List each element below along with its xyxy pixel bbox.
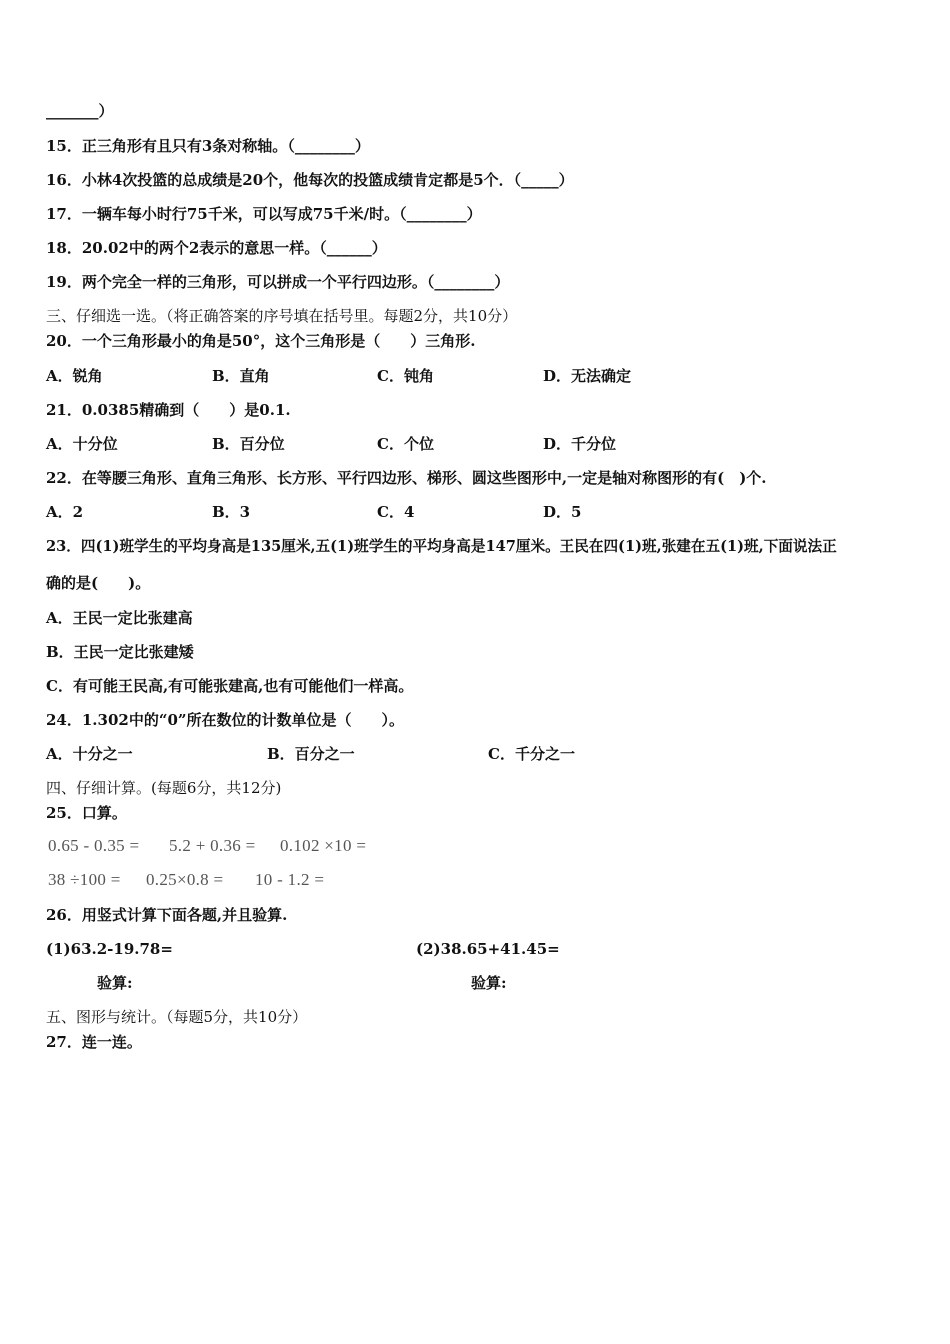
question-21: 21．0.0385精确到（ ）是0.1.	[46, 401, 291, 419]
question-18: 18．20.02中的两个2表示的意思一样。（______）	[46, 239, 387, 257]
question-16: 16．小林4次投篮的总成绩是20个，他每次的投篮成绩肯定都是5个．（_____）	[46, 171, 574, 189]
q22-option-a: A．2	[46, 503, 84, 521]
q26-problem-2: (2)38.65+41.45=	[416, 940, 560, 958]
q22-option-b: B．3	[212, 503, 251, 521]
q22-option-d: D．5	[543, 503, 582, 521]
calc-row2-item2: 0.25×0.8 =	[146, 870, 224, 889]
q21-option-b: B．百分位	[212, 435, 285, 453]
question-17: 17．一辆车每小时行75千米，可以写成75千米/时。（________）	[46, 205, 482, 223]
section-3-heading: 三、仔细选一选。（将正确答案的序号填在括号里。每题2分，共10分）	[46, 307, 518, 325]
section-4-heading: 四、仔细计算。(每题6分，共12分)	[46, 779, 282, 797]
calc-row1-item3: 0.102 ×10 =	[280, 836, 367, 855]
calc-row1-item2: 5.2 + 0.36 =	[169, 836, 256, 855]
q24-option-a: A．十分之一	[46, 745, 133, 763]
question-27: 27．连一连。	[46, 1033, 142, 1051]
q23-option-c: C．有可能王民高,有可能张建高,也有可能他们一样高。	[46, 677, 414, 695]
question-23-line1: 23．四(1)班学生的平均身高是135厘米,五(1)班学生的平均身高是147厘米。王民在四(1)班,张建在五(1)班,下面说法正	[46, 538, 837, 555]
question-25: 25．口算。	[46, 804, 127, 822]
question-22: 22．在等腰三角形、直角三角形、长方形、平行四边形、梯形、圆这些图形中,一定是轴对称图形的有( )个.	[46, 469, 767, 487]
q26-check-2: 验算:	[471, 974, 507, 992]
q26-check-1: 验算:	[97, 974, 133, 992]
q21-option-d: D．千分位	[543, 435, 617, 453]
question-20: 20．一个三角形最小的角是50°，这个三角形是（ ）三角形.	[46, 332, 476, 350]
question-15: 15．正三角形有且只有3条对称轴。（________）	[46, 137, 370, 155]
q20-option-b: B．直角	[212, 367, 270, 385]
question-24: 24．1.302中的“0”所在数位的计数单位是（ ）。	[46, 711, 405, 729]
q20-option-c: C．钝角	[377, 367, 434, 385]
calc-row2-item1: 38 ÷100 =	[48, 870, 121, 889]
q23-option-b: B．王民一定比张建矮	[46, 643, 194, 661]
q24-option-c: C．千分之一	[488, 745, 575, 763]
q26-problem-1: (1)63.2-19.78=	[46, 940, 173, 958]
q22-option-c: C．4	[377, 503, 415, 521]
q21-option-c: C．个位	[377, 435, 434, 453]
q20-option-d: D．无法确定	[543, 367, 632, 385]
q21-option-a: A．十分位	[46, 435, 118, 453]
q20-option-a: A．锐角	[46, 367, 103, 385]
question-23-line2: 确的是( )。	[46, 574, 151, 592]
calc-row2-item3: 10 - 1.2 =	[255, 870, 325, 889]
top-blank: _______）	[46, 102, 114, 120]
question-19: 19．两个完全一样的三角形，可以拼成一个平行四边形。（________）	[46, 273, 510, 291]
calc-row1-item1: 0.65 - 0.35 =	[48, 836, 140, 855]
question-26: 26．用竖式计算下面各题,并且验算.	[46, 906, 288, 924]
q23-option-a: A．王民一定比张建高	[46, 609, 193, 627]
section-5-heading: 五、图形与统计。（每题5分，共10分）	[46, 1008, 308, 1026]
q24-option-b: B．百分之一	[267, 745, 355, 763]
